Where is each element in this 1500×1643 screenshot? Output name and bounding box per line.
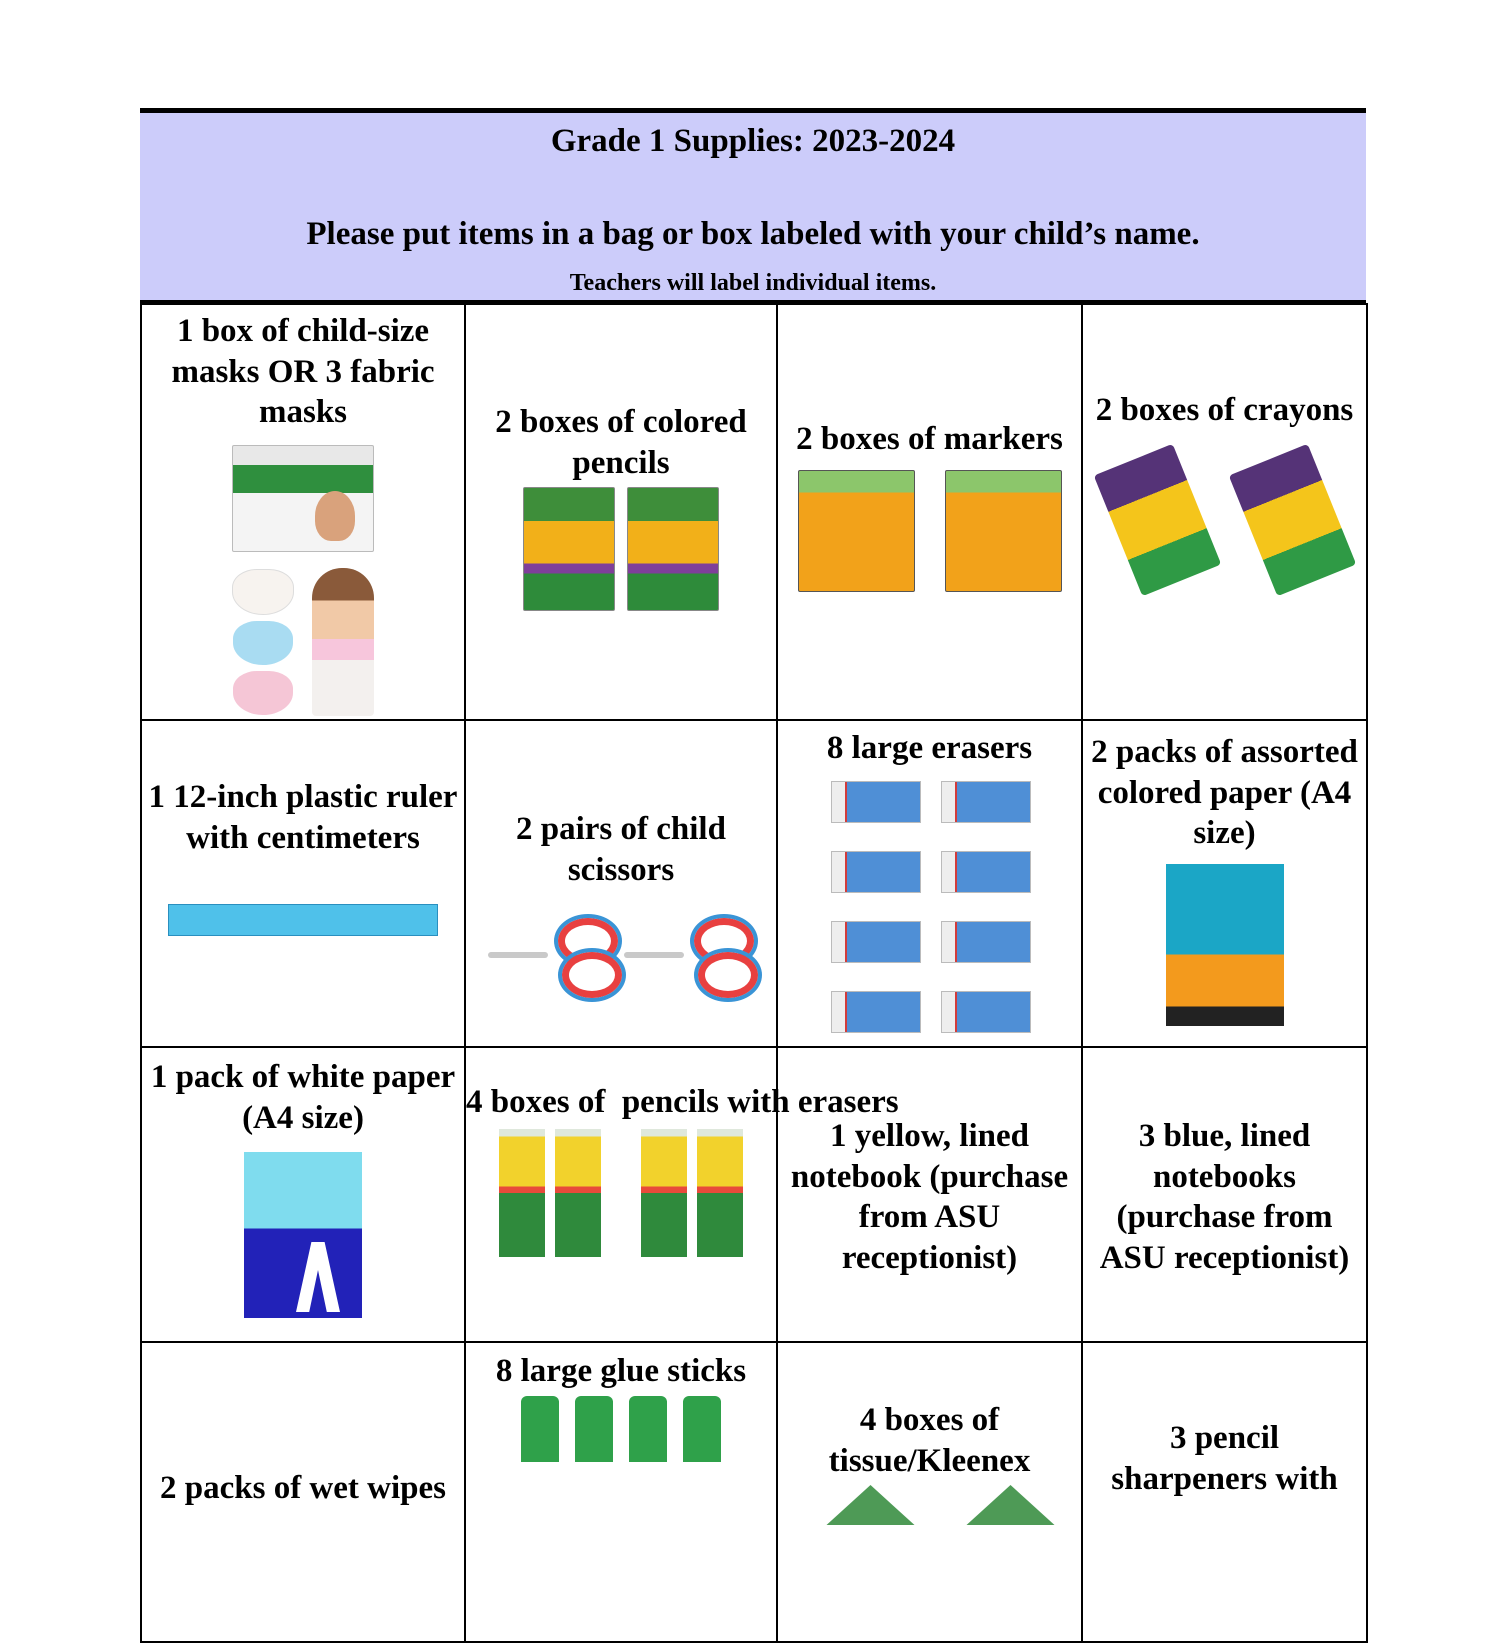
supply-label: 1 box of child-size masks OR 3 fabric masks xyxy=(171,313,435,430)
supply-cell-sharpeners xyxy=(1082,1342,1367,1642)
pencils-pack-image xyxy=(697,1129,743,1257)
instruction-note: Please put items in a bag or box labeled with your child’s name. xyxy=(306,216,1200,252)
supply-label: 2 packs of wet wipes xyxy=(160,1470,446,1506)
supply-cell-glue-sticks xyxy=(465,1342,777,1642)
glue-stick-image xyxy=(629,1396,667,1506)
crayons-image xyxy=(1093,443,1221,595)
crayons-image xyxy=(1228,443,1356,595)
supply-cell-crayons xyxy=(1082,304,1367,720)
colored-pencils-image xyxy=(523,487,615,611)
supply-cell-wet-wipes xyxy=(141,1342,465,1642)
page-title: Grade 1 Supplies: 2023-2024 xyxy=(550,123,956,159)
erasers-image-grid xyxy=(778,781,1081,1033)
supply-cell-ruler xyxy=(141,720,465,1047)
supply-label: 3 pencil sharpeners with xyxy=(1111,1420,1338,1497)
tissue-box-image xyxy=(805,1485,915,1525)
supply-cell-erasers xyxy=(777,720,1082,1047)
supply-cell-colored-paper xyxy=(1082,720,1367,1047)
supplies-table xyxy=(140,303,1368,1643)
supply-label: 2 pairs of child scissors xyxy=(516,811,726,888)
supply-label: 2 boxes of markers xyxy=(796,421,1063,457)
supply-label: 2 packs of assorted colored paper (A4 size) xyxy=(1091,734,1358,851)
markers-image xyxy=(945,470,1062,592)
girl-mask-image xyxy=(312,568,374,716)
pencils-pack-image xyxy=(641,1129,687,1257)
fabric-mask-image xyxy=(233,671,293,715)
markers-image xyxy=(798,470,915,592)
supply-cell-masks xyxy=(141,304,465,720)
supply-cell-colored-pencils xyxy=(465,304,777,720)
supply-label: 8 large erasers xyxy=(826,730,1033,766)
supply-cell-tissue xyxy=(777,1342,1082,1642)
colored-pencils-image xyxy=(627,487,719,611)
supply-cell-blue-notebooks xyxy=(1082,1047,1367,1342)
supply-cell-markers xyxy=(777,304,1082,720)
pencils-pack-image xyxy=(555,1129,601,1257)
white-paper-image xyxy=(244,1152,362,1318)
supply-cell-yellow-notebook xyxy=(777,1047,1082,1342)
supply-list-page xyxy=(140,108,1366,1643)
table-row xyxy=(141,1047,1367,1342)
supply-label: 4 boxes of tissue/Kleenex xyxy=(828,1402,1031,1479)
colored-paper-image xyxy=(1166,864,1284,1026)
supply-cell-pencils xyxy=(465,1047,899,1342)
instruction-subnote: Teachers will label individual items. xyxy=(569,270,937,296)
tissue-box-image xyxy=(945,1485,1055,1525)
supply-label: 1 pack of white paper (A4 size) xyxy=(150,1059,456,1136)
supply-cell-white-paper xyxy=(141,1047,465,1342)
table-row xyxy=(141,720,1367,1047)
table-row xyxy=(141,1342,1367,1642)
table-row xyxy=(141,304,1367,720)
glue-stick-image xyxy=(521,1396,559,1506)
glue-stick-image xyxy=(683,1396,721,1506)
fabric-mask-image xyxy=(232,569,294,615)
fabric-mask-image xyxy=(233,621,293,665)
mask-box-image xyxy=(232,445,374,552)
supply-label: 8 large glue sticks xyxy=(495,1353,747,1389)
supply-label: 4 boxes of pencils with erasers xyxy=(466,1084,899,1120)
supply-label: 2 boxes of crayons xyxy=(1095,392,1354,428)
supply-cell-scissors xyxy=(465,720,777,1047)
pencils-pack-image xyxy=(499,1129,545,1257)
supply-label: 1 yellow, lined notebook (purchase from ASU receptionist) xyxy=(790,1118,1069,1276)
supply-label: 3 blue, lined notebooks (purchase from ASU receptionist) xyxy=(1099,1118,1350,1276)
header-banner xyxy=(140,108,1366,304)
ruler-image xyxy=(168,904,438,936)
scissors-image xyxy=(488,924,618,984)
supply-label: 2 boxes of colored pencils xyxy=(495,404,747,481)
glue-stick-image xyxy=(575,1396,613,1506)
scissors-image xyxy=(624,924,754,984)
supply-label: 1 12-inch plastic ruler with centimeters xyxy=(148,779,458,856)
